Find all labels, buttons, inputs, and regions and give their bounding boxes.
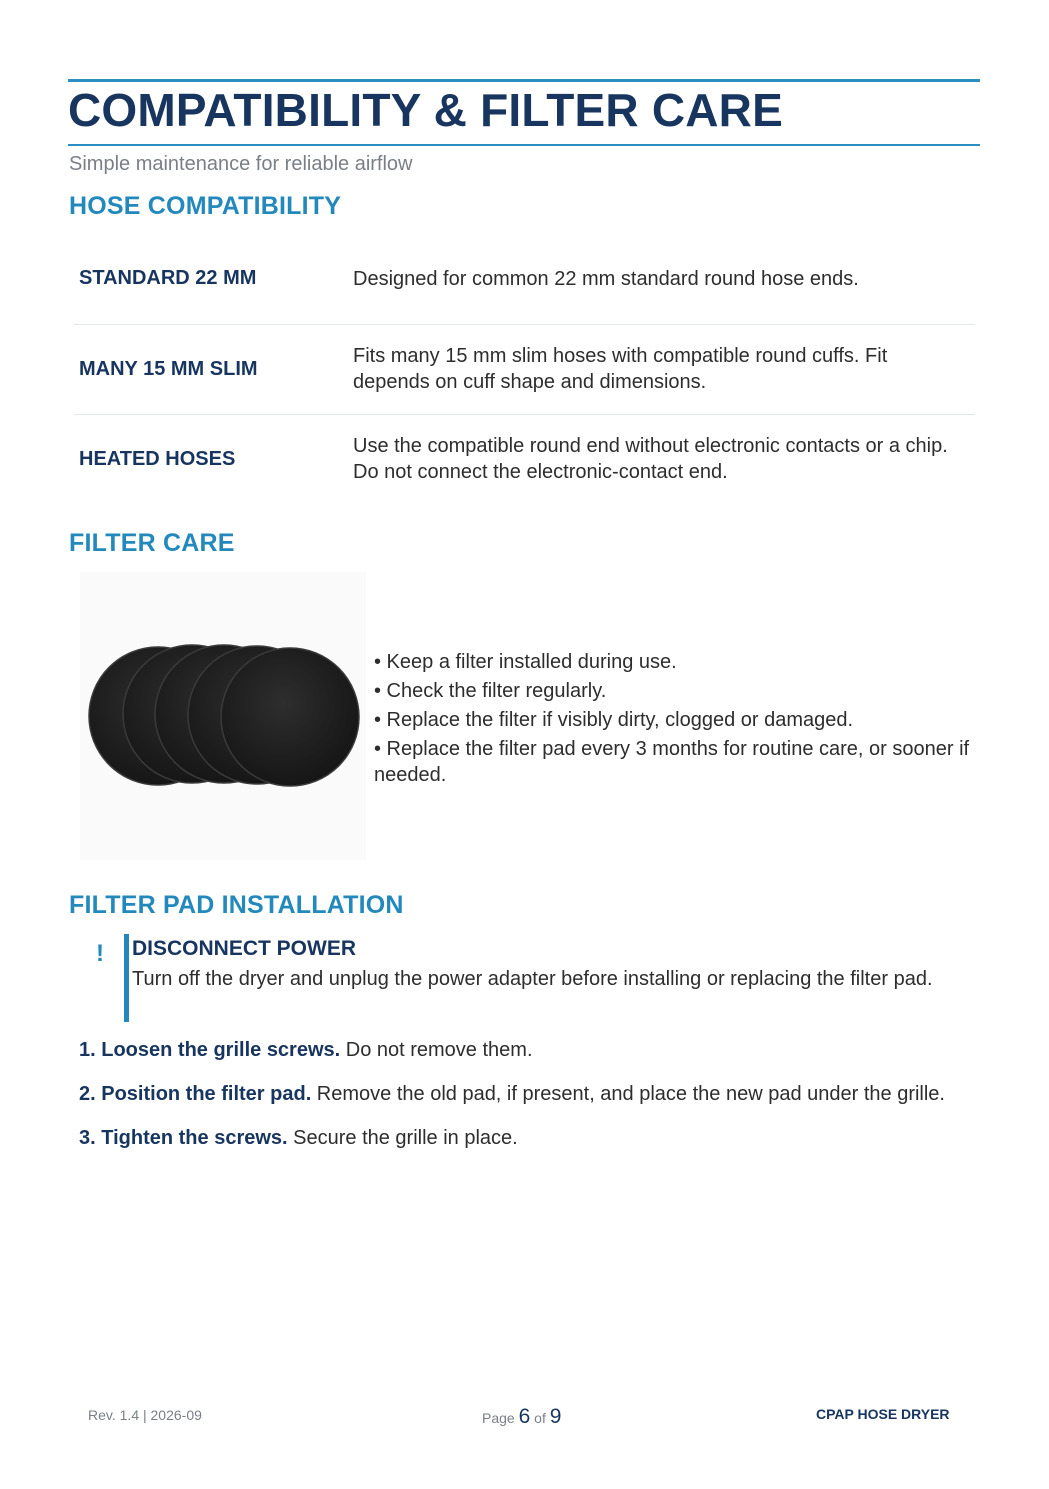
row-label: MANY 15 MM SLIM — [74, 324, 353, 414]
page-of: of — [534, 1410, 546, 1426]
page-current: 6 — [518, 1405, 531, 1428]
filter-pads-icon — [80, 572, 366, 860]
footer-page-number — [482, 1405, 561, 1429]
list-item — [79, 1080, 969, 1108]
step-text: Remove the old pad, if present, and place the new pad under the grille. — [311, 1083, 945, 1105]
title-rule — [68, 144, 980, 146]
filter-care-list — [374, 649, 974, 791]
filter-pads-image — [80, 572, 366, 860]
row-description: Designed for common 22 mm standard round hose ends. — [353, 267, 859, 290]
page-word: Page — [482, 1410, 515, 1426]
filter-care-heading: FILTER CARE — [69, 529, 235, 557]
step-text: Secure the grille in place. — [287, 1127, 518, 1149]
installation-heading: FILTER PAD INSTALLATION — [69, 891, 404, 919]
page-subtitle: Simple maintenance for reliable airflow — [69, 153, 413, 175]
row-label: HEATED HOSES — [74, 414, 353, 504]
row-label: STANDARD 22 MM — [79, 267, 257, 290]
warning-title: DISCONNECT POWER — [132, 937, 357, 960]
step-lead: 3. Tighten the screws. — [79, 1127, 288, 1149]
table-row — [74, 324, 975, 414]
footer-product: CPAP HOSE DRYER — [816, 1406, 950, 1422]
table-row — [74, 234, 975, 324]
warning-text: Turn off the dryer and unplug the power adapter before installing or replacing the filter pad. — [132, 968, 933, 990]
page-title: COMPATIBILITY & FILTER CARE — [68, 84, 783, 136]
installation-steps — [79, 1036, 969, 1168]
list-item: • Replace the filter pad every 3 months for routine care, or sooner if needed. — [374, 738, 970, 786]
footer-revision: Rev. 1.4 | 2026-09 — [88, 1407, 202, 1423]
warning-callout — [96, 934, 956, 1022]
warning-icon: ! — [96, 940, 104, 967]
list-item: • Keep a filter installed during use. — [374, 651, 677, 673]
step-lead: 1. Loosen the grille screws. — [79, 1039, 341, 1061]
hose-compatibility-heading: HOSE COMPATIBILITY — [69, 192, 342, 220]
hose-compatibility-table — [74, 234, 975, 504]
warning-bar — [124, 934, 129, 1022]
row-description: Use the compatible round end without electronic contacts or a chip. Do not connect the electronic-contact end. — [353, 414, 975, 504]
list-item — [79, 1036, 969, 1064]
table-row — [74, 414, 975, 504]
list-item: • Check the filter regularly. — [374, 680, 607, 702]
page-total: 9 — [549, 1405, 562, 1428]
step-lead: 2. Position the filter pad. — [79, 1083, 312, 1105]
step-text: Do not remove them. — [340, 1039, 533, 1061]
row-description: Fits many 15 mm slim hoses with compatible round cuffs. Fit depends on cuff shape and dimensions. — [353, 324, 975, 414]
list-item — [79, 1124, 969, 1152]
list-item: • Replace the filter if visibly dirty, clogged or damaged. — [374, 709, 854, 731]
